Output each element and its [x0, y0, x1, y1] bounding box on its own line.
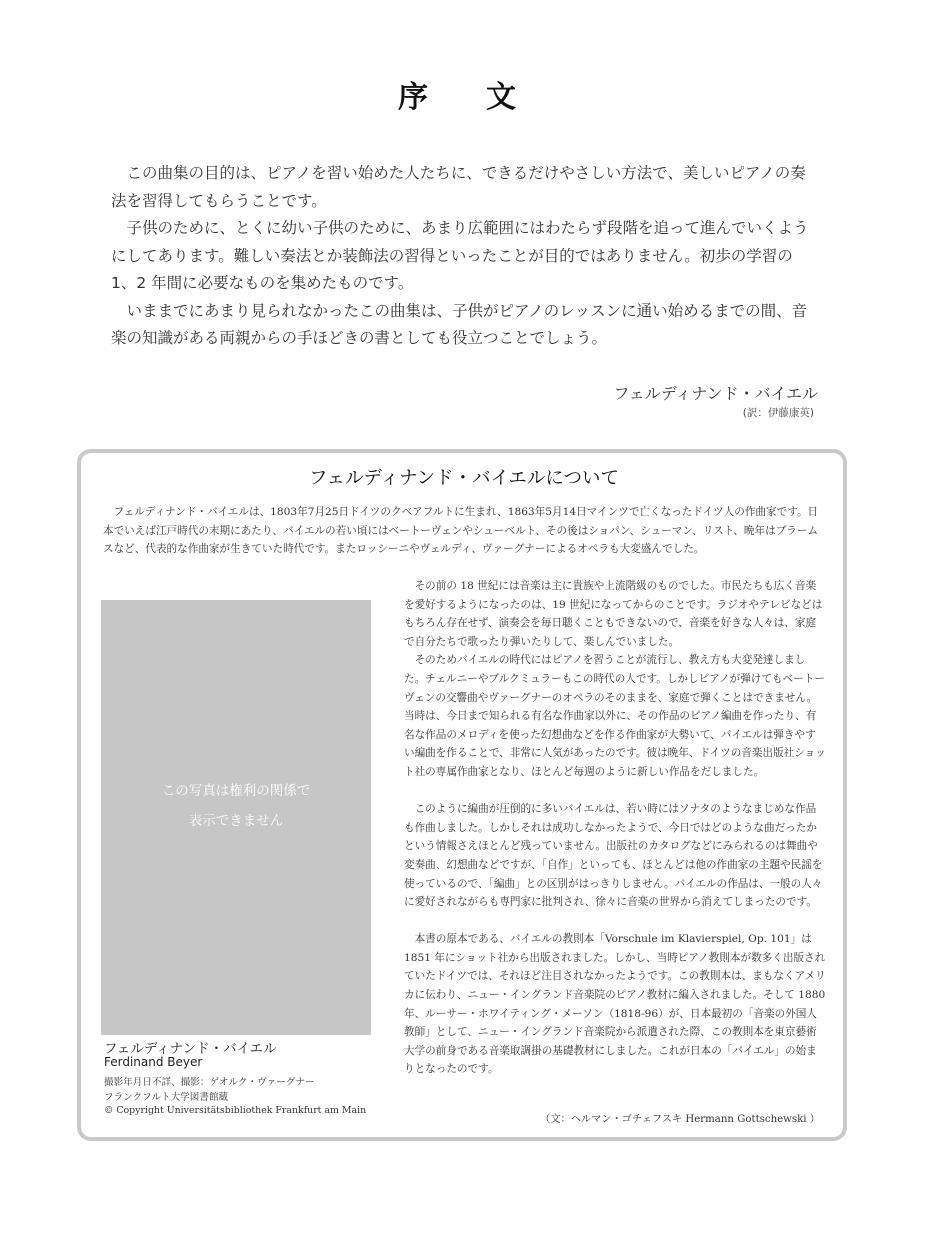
preface-paragraph: 子供のために、とくに幼い子供のために、あまり広範囲にはわたらず段階を追って進んでいくようにしてあります。難しい奏法とか装飾法の習得といったことが目的ではありません。初歩の学習の 1、2 年間に必要なものを集めたものです。 [111, 219, 809, 292]
caption-name-en: Ferdinand Beyer [104, 1055, 203, 1069]
about-paragraph: 本書の原本である、バイエルの教則本「Vorschule im Klavierspiel, Op. 101」は 1851 年にショット社から出版されました。しかし、当時ピアノ教則本が数多く出版されていたドイツでは、それほど注目されなかったようです。この教則本は、まもなくアメリカに伝わり、ニュー・イングランド音楽院のピアノ教材に編入されました。そして 1880 年、ルーサー・ホワイティング・メーソン（1818-96）が、日本最初の「音楽の外国人教師」として、ニュー・イングランド音楽院から派遣された際、この教則本を東京藝術大学の前身である音楽取調掛の基礎教材にしました。これが日本の「バイエル」の始まりとなったのです。 [404, 933, 826, 1076]
preface-paragraph: この曲集の目的は、ピアノを習い始めた人たちに、できるだけやさしい方法で、美しいピアノの奏法を習得してもらうことです。 [111, 164, 806, 210]
preface-paragraph: いままでにあまり見られなかったこの曲集は、子供がピアノのレッスンに通い始めるまでの間、音楽の知識がある両親からの手ほどきの書としても役立つことでしょう。 [111, 301, 808, 347]
photo-note-line: この写真は権利の関係で [161, 783, 311, 799]
caption-copyright: © Copyright Universitätsbibliothek Frankfurt am Main [104, 1105, 367, 1116]
about-intro: フェルディナンド・バイエルは、1803年7月25日ドイツのクベアフルトに生まれ、1863年5月14日マインツで亡くなったドイツ人の作曲家です。日本でいえば江戸時代の末期にあたり、バイエルの若い頃にはベートーヴェンやシューベルト、その後はショパン、シューマン、リスト、晩年はブラームスなど、代表的な作曲家が生きていた時代です。またロッシーニやヴェルディ、ヴァーグナーによるオペラも大変盛んでした。 [103, 506, 819, 556]
about-paragraph: その前の 18 世紀には音楽は主に貴族や上流階級のものでした。市民たちも広く音楽を愛好するようになったのは、19 世紀になってからのことです。ラジオやテレビなどはもちろん存在せず、演奏会を毎日聴くこともできないので、音楽を好きな人々は、家庭で自分たちで歌ったり弾いたりして、楽しんでいました。 [404, 580, 823, 648]
caption-library: フランクフルト大学図書館蔵 [104, 1092, 229, 1103]
about-column [404, 577, 826, 1079]
preface-title: 序 文 [398, 80, 530, 115]
about-paragraph: このように編曲が圧倒的に多いバイエルは、若い時にはソナタのようなまじめな作品も作曲しました。しかしそれは成功しなかったようで、今日ではどのような曲だったかという情報さえほとんど残っていません。出版社のカタログなどにみられるのは舞曲や変奏曲、幻想曲などですが、「自作」といっても、ほとんどは他の作曲家の主題や民謡を使っているので、「編曲」との区別がはっきりしません。バイエルの作品は、一般の人々に愛好されながらも専門家に批判され、徐々に音楽の世界から消えてしまったのです。 [404, 803, 823, 909]
photo-note-line: 表示できません [188, 813, 284, 829]
preface-body [111, 160, 821, 353]
photo-note [101, 776, 371, 836]
about-title: フェルディナンド・バイエルについて [308, 468, 620, 489]
about-paragraph: そのためバイエルの時代にはピアノを習うことが流行し、教え方も大変発達しました。チェルニーやブルクミュラーもこの時代の人です。しかしピアノが弾けてもベートーヴェンの交響曲やヴァーグナーのオペラのそのままを、家庭で弾くことはできません。当時は、今日まで知られる有名な作曲家以外に、その作品のピアノ編曲を作ったり、有名な作品のメロディを使った幻想曲などを作る作曲家が大勢いて、バイエルは弾きやすい編曲を作ることで、非常に人気があったのです。彼は晩年、ドイツの音楽出版社ショット社の専属作曲家となり、ほとんど毎週のように新しい作品をだしました。 [404, 654, 826, 778]
caption-date: 撮影年月日不詳、撮影：ゲオルク・ヴァーグナー [104, 1077, 315, 1088]
photo-placeholder [101, 600, 371, 1035]
preface-translator: (訳：伊藤康英) [742, 407, 814, 419]
about-credit: （文：ヘルマン・ゴチェフスキ Hermann Gottschewski ） [540, 1114, 820, 1125]
preface-author: フェルディナンド・バイエル [613, 384, 818, 403]
caption-name-ja: フェルディナンド・バイエル [104, 1041, 277, 1057]
